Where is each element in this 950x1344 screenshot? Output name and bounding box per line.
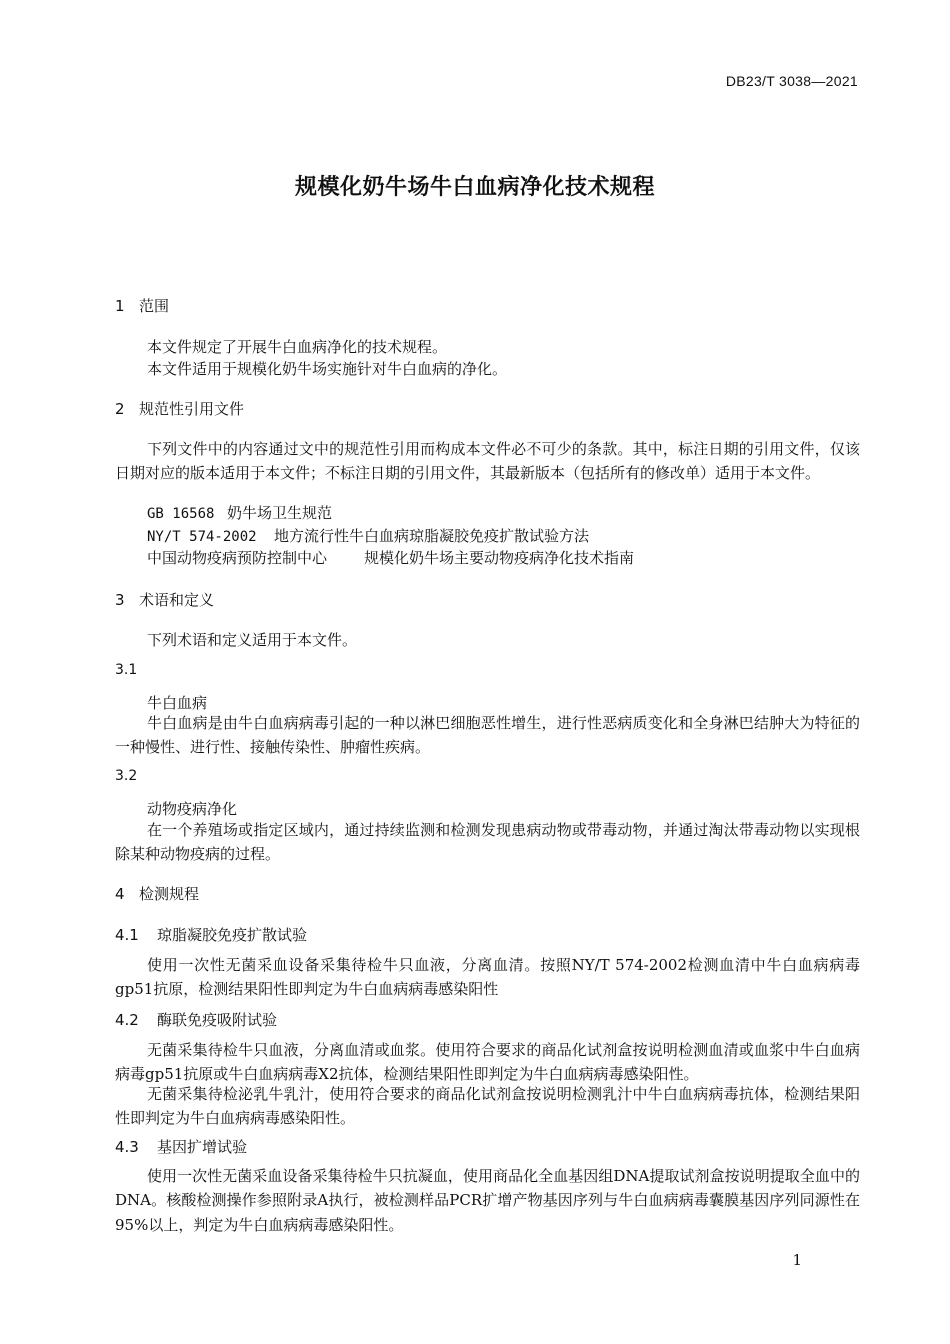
document-code: DB23/T 3038—2021	[725, 73, 858, 89]
term-title: 动物疫病净化	[147, 800, 238, 818]
section-4-heading	[115, 883, 199, 904]
paragraph: 本文件适用于规模化奶牛场实施针对牛白血病的净化。	[147, 360, 508, 378]
subsection-4-2-heading	[115, 1009, 277, 1030]
subsection-4-3-heading	[115, 1136, 247, 1157]
section-title: 范围	[139, 297, 170, 315]
paragraph: 无菌采集待检泌乳牛乳汁，使用符合要求的商品化试剂盒按说明检测乳汁中牛白血病病毒抗体，检测结果阳性即判定为牛白血病病毒感染阳性。	[115, 1085, 860, 1128]
term-title: 牛白血病	[147, 694, 208, 712]
section-number: 1	[115, 297, 125, 315]
paragraph: 无菌采集待检牛只血液，分离血清或血浆。使用符合要求的商品化试剂盒按说明检测血清或血浆中牛白血病病毒gp51抗原或牛白血病病毒X2抗体，检测结果阳性即判定为牛白血病病毒感染阳性。	[115, 1041, 860, 1084]
section-3-heading	[115, 589, 214, 610]
section-number: 4	[115, 885, 125, 903]
subsection-title: 琼脂凝胶免疫扩散试验	[157, 926, 308, 944]
subsection-title: 酶联免疫吸附试验	[157, 1011, 278, 1029]
section-1-heading	[115, 295, 169, 316]
reference-code: NY/T 574-2002	[147, 529, 257, 545]
subsection-number: 4.3	[115, 1138, 139, 1156]
subsection-number: 4.2	[115, 1011, 139, 1029]
term-definition: 牛白血病是由牛白血病病毒引起的一种以淋巴细胞恶性增生，进行性恶病质变化和全身淋巴结肿大为特征的一种慢性、进行性、接触传染性、肿瘤性疾病。	[115, 714, 860, 757]
paragraph: 下列术语和定义适用于本文件。	[147, 631, 358, 649]
reference-code: 中国动物疫病预防控制中心	[147, 549, 328, 567]
term-definition: 在一个养殖场或指定区域内，通过持续监测和检测发现患病动物或带毒动物，并通过淘汰带毒动物以实现根除某种动物疫病的过程。	[115, 821, 860, 864]
subsection-title: 基因扩增试验	[157, 1138, 248, 1156]
reference-item	[147, 525, 589, 546]
reference-item	[147, 502, 332, 523]
reference-code: GB 16568	[147, 506, 215, 522]
subsection-number: 4.1	[115, 926, 139, 944]
section-title: 规范性引用文件	[139, 400, 245, 418]
section-title: 术语和定义	[139, 591, 215, 609]
section-number: 3	[115, 591, 125, 609]
section-2-heading	[115, 398, 244, 419]
reference-title: 地方流行性牛白血病琼脂凝胶免疫扩散试验方法	[274, 527, 590, 545]
paragraph: 下列文件中的内容通过文中的规范性引用而构成本文件必不可少的条款。其中，标注日期的引用文件，仅该日期对应的版本适用于本文件；不标注日期的引用文件，其最新版本（包括所有的修改单）适用于本文件。	[115, 440, 860, 483]
term-number: 3.2	[115, 768, 138, 784]
reference-item	[147, 547, 634, 568]
paragraph: 本文件规定了开展牛白血病净化的技术规程。	[147, 338, 448, 356]
page-title: 规模化奶牛场牛白血病净化技术规程	[294, 175, 655, 200]
reference-title: 奶牛场卫生规范	[227, 504, 333, 522]
page-number: 1	[792, 1251, 802, 1269]
section-title: 检测规程	[139, 885, 200, 903]
reference-title: 规模化奶牛场主要动物疫病净化技术指南	[364, 549, 635, 567]
paragraph: 使用一次性无菌采血设备采集待检牛只血液，分离血清。按照NY/T 574-2002检测血清中牛白血病病毒gp51抗原，检测结果阳性即判定为牛白血病病毒感染阳性	[115, 956, 860, 999]
subsection-4-1-heading	[115, 924, 307, 945]
section-number: 2	[115, 400, 125, 418]
term-number: 3.1	[115, 662, 138, 678]
paragraph: 使用一次性无菌采血设备采集待检牛只抗凝血，使用商品化全血基因组DNA提取试剂盒按说明提取全血中的DNA。核酸检测操作参照附录A执行，被检测样品PCR扩增产物基因序列与牛白血病病毒囊膜基因序列同源性在95%以上，判定为牛白血病病毒感染阳性。	[115, 1167, 860, 1234]
